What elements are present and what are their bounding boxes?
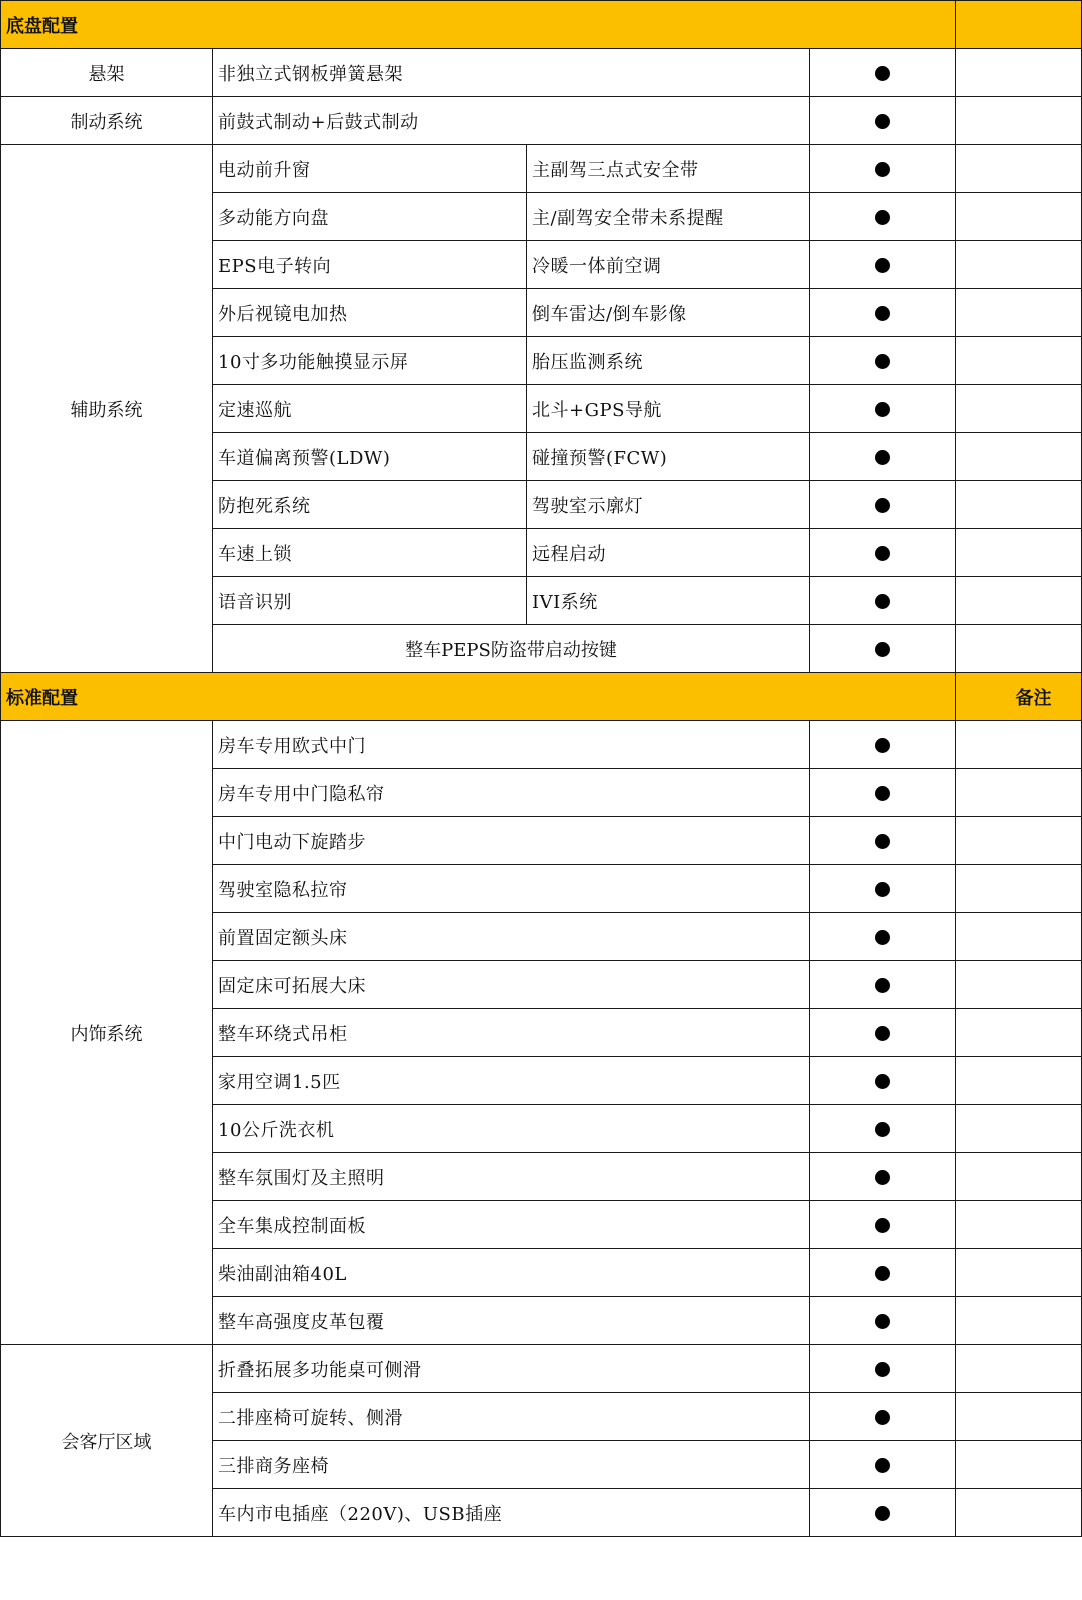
item-cell: 整车高强度皮革包覆 bbox=[213, 1297, 810, 1345]
standard-mark bbox=[810, 481, 956, 529]
remark-cell bbox=[956, 577, 1082, 625]
filled-dot-icon bbox=[875, 546, 890, 561]
standard-mark bbox=[810, 1249, 956, 1297]
remark-cell bbox=[956, 1345, 1082, 1393]
filled-dot-icon bbox=[875, 978, 890, 993]
filled-dot-icon bbox=[875, 834, 890, 849]
standard-mark bbox=[810, 193, 956, 241]
standard-mark bbox=[810, 1345, 956, 1393]
filled-dot-icon bbox=[875, 738, 890, 753]
standard-mark bbox=[810, 433, 956, 481]
standard-mark bbox=[810, 817, 956, 865]
standard-mark bbox=[810, 241, 956, 289]
filled-dot-icon bbox=[875, 786, 890, 801]
standard-mark bbox=[810, 769, 956, 817]
item-cell: 房车专用中门隐私帘 bbox=[213, 769, 810, 817]
remark-cell bbox=[956, 97, 1082, 145]
remark-cell bbox=[956, 193, 1082, 241]
filled-dot-icon bbox=[875, 66, 890, 81]
standard-mark bbox=[810, 49, 956, 97]
table-row bbox=[1, 49, 1082, 97]
remark-cell bbox=[956, 481, 1082, 529]
filled-dot-icon bbox=[875, 402, 890, 417]
filled-dot-icon bbox=[875, 1314, 890, 1329]
standard-mark bbox=[810, 145, 956, 193]
remark-cell bbox=[956, 1297, 1082, 1345]
section-header-standard bbox=[1, 673, 1082, 721]
item-cell-left: 防抱死系统 bbox=[213, 481, 527, 529]
remark-header bbox=[956, 1, 1082, 49]
standard-mark bbox=[810, 1201, 956, 1249]
item-cell-right: 倒车雷达/倒车影像 bbox=[527, 289, 810, 337]
standard-mark bbox=[810, 289, 956, 337]
filled-dot-icon bbox=[875, 1218, 890, 1233]
category-cell: 制动系统 bbox=[1, 97, 213, 145]
item-cell-left: EPS电子转向 bbox=[213, 241, 527, 289]
filled-dot-icon bbox=[875, 1506, 890, 1521]
table-row bbox=[1, 97, 1082, 145]
remark-cell bbox=[956, 1249, 1082, 1297]
item-cell: 房车专用欧式中门 bbox=[213, 721, 810, 769]
table-row bbox=[1, 145, 1082, 193]
category-cell: 辅助系统 bbox=[1, 145, 213, 673]
remark-header: 备注 bbox=[956, 673, 1082, 721]
standard-mark bbox=[810, 1441, 956, 1489]
filled-dot-icon bbox=[875, 1266, 890, 1281]
remark-cell bbox=[956, 1105, 1082, 1153]
item-cell: 前鼓式制动+后鼓式制动 bbox=[213, 97, 810, 145]
remark-cell bbox=[956, 721, 1082, 769]
item-cell: 整车氛围灯及主照明 bbox=[213, 1153, 810, 1201]
standard-mark bbox=[810, 1297, 956, 1345]
item-cell-right: 胎压监测系统 bbox=[527, 337, 810, 385]
standard-mark bbox=[810, 577, 956, 625]
item-cell: 非独立式钢板弹簧悬架 bbox=[213, 49, 810, 97]
standard-mark bbox=[810, 1153, 956, 1201]
item-cell: 中门电动下旋踏步 bbox=[213, 817, 810, 865]
table-row bbox=[1, 721, 1082, 769]
filled-dot-icon bbox=[875, 258, 890, 273]
section-title: 标准配置 bbox=[1, 673, 956, 721]
remark-cell bbox=[956, 1057, 1082, 1105]
item-cell: 整车环绕式吊柜 bbox=[213, 1009, 810, 1057]
item-cell-left: 车速上锁 bbox=[213, 529, 527, 577]
remark-cell bbox=[956, 529, 1082, 577]
item-cell: 二排座椅可旋转、侧滑 bbox=[213, 1393, 810, 1441]
item-cell: 前置固定额头床 bbox=[213, 913, 810, 961]
filled-dot-icon bbox=[875, 162, 890, 177]
filled-dot-icon bbox=[875, 1410, 890, 1425]
remark-cell bbox=[956, 1393, 1082, 1441]
remark-cell bbox=[956, 241, 1082, 289]
standard-mark bbox=[810, 1009, 956, 1057]
filled-dot-icon bbox=[875, 594, 890, 609]
standard-mark bbox=[810, 97, 956, 145]
remark-cell bbox=[956, 769, 1082, 817]
item-cell-left: 电动前升窗 bbox=[213, 145, 527, 193]
remark-cell bbox=[956, 865, 1082, 913]
remark-cell bbox=[956, 385, 1082, 433]
remark-cell bbox=[956, 1441, 1082, 1489]
standard-mark bbox=[810, 337, 956, 385]
standard-mark bbox=[810, 913, 956, 961]
item-cell: 三排商务座椅 bbox=[213, 1441, 810, 1489]
filled-dot-icon bbox=[875, 642, 890, 657]
table-row bbox=[1, 1345, 1082, 1393]
category-cell: 内饰系统 bbox=[1, 721, 213, 1345]
remark-cell bbox=[956, 1153, 1082, 1201]
item-cell: 固定床可拓展大床 bbox=[213, 961, 810, 1009]
filled-dot-icon bbox=[875, 210, 890, 225]
filled-dot-icon bbox=[875, 306, 890, 321]
filled-dot-icon bbox=[875, 1458, 890, 1473]
standard-mark bbox=[810, 385, 956, 433]
remark-cell bbox=[956, 913, 1082, 961]
filled-dot-icon bbox=[875, 930, 890, 945]
remark-cell bbox=[956, 289, 1082, 337]
filled-dot-icon bbox=[875, 498, 890, 513]
item-cell-left: 定速巡航 bbox=[213, 385, 527, 433]
filled-dot-icon bbox=[875, 1074, 890, 1089]
item-cell: 车内市电插座（220V)、USB插座 bbox=[213, 1489, 810, 1537]
item-cell-merged: 整车PEPS防盗带启动按键 bbox=[213, 625, 810, 673]
filled-dot-icon bbox=[875, 1170, 890, 1185]
standard-mark bbox=[810, 1105, 956, 1153]
remark-cell bbox=[956, 961, 1082, 1009]
standard-mark bbox=[810, 625, 956, 673]
item-cell: 折叠拓展多功能桌可侧滑 bbox=[213, 1345, 810, 1393]
item-cell-right: 碰撞预警(FCW) bbox=[527, 433, 810, 481]
filled-dot-icon bbox=[875, 354, 890, 369]
remark-cell bbox=[956, 433, 1082, 481]
section-header-chassis bbox=[1, 1, 1082, 49]
item-cell-left: 语音识别 bbox=[213, 577, 527, 625]
standard-mark bbox=[810, 961, 956, 1009]
standard-mark bbox=[810, 1393, 956, 1441]
remark-cell bbox=[956, 49, 1082, 97]
item-cell-right: 驾驶室示廓灯 bbox=[527, 481, 810, 529]
remark-cell bbox=[956, 145, 1082, 193]
remark-cell bbox=[956, 1489, 1082, 1537]
item-cell: 家用空调1.5匹 bbox=[213, 1057, 810, 1105]
filled-dot-icon bbox=[875, 1026, 890, 1041]
item-cell-right: 北斗+GPS导航 bbox=[527, 385, 810, 433]
item-cell-right: 冷暖一体前空调 bbox=[527, 241, 810, 289]
item-cell-left: 外后视镜电加热 bbox=[213, 289, 527, 337]
standard-mark bbox=[810, 529, 956, 577]
category-cell: 会客厅区域 bbox=[1, 1345, 213, 1537]
filled-dot-icon bbox=[875, 450, 890, 465]
item-cell-right: 远程启动 bbox=[527, 529, 810, 577]
remark-cell bbox=[956, 817, 1082, 865]
standard-mark bbox=[810, 721, 956, 769]
item-cell-right: 主副驾三点式安全带 bbox=[527, 145, 810, 193]
standard-mark bbox=[810, 865, 956, 913]
category-cell: 悬架 bbox=[1, 49, 213, 97]
item-cell: 全车集成控制面板 bbox=[213, 1201, 810, 1249]
item-cell-left: 多动能方向盘 bbox=[213, 193, 527, 241]
section-title: 底盘配置 bbox=[1, 1, 956, 49]
item-cell-right: IVI系统 bbox=[527, 577, 810, 625]
remark-cell bbox=[956, 625, 1082, 673]
filled-dot-icon bbox=[875, 1362, 890, 1377]
standard-mark bbox=[810, 1057, 956, 1105]
item-cell-left: 10寸多功能触摸显示屏 bbox=[213, 337, 527, 385]
item-cell: 10公斤洗衣机 bbox=[213, 1105, 810, 1153]
remark-cell bbox=[956, 1009, 1082, 1057]
item-cell-left: 车道偏离预警(LDW) bbox=[213, 433, 527, 481]
item-cell-right: 主/副驾安全带未系提醒 bbox=[527, 193, 810, 241]
standard-mark bbox=[810, 1489, 956, 1537]
remark-cell bbox=[956, 337, 1082, 385]
filled-dot-icon bbox=[875, 882, 890, 897]
item-cell: 驾驶室隐私拉帘 bbox=[213, 865, 810, 913]
filled-dot-icon bbox=[875, 114, 890, 129]
item-cell: 柴油副油箱40L bbox=[213, 1249, 810, 1297]
remark-cell bbox=[956, 1201, 1082, 1249]
filled-dot-icon bbox=[875, 1122, 890, 1137]
